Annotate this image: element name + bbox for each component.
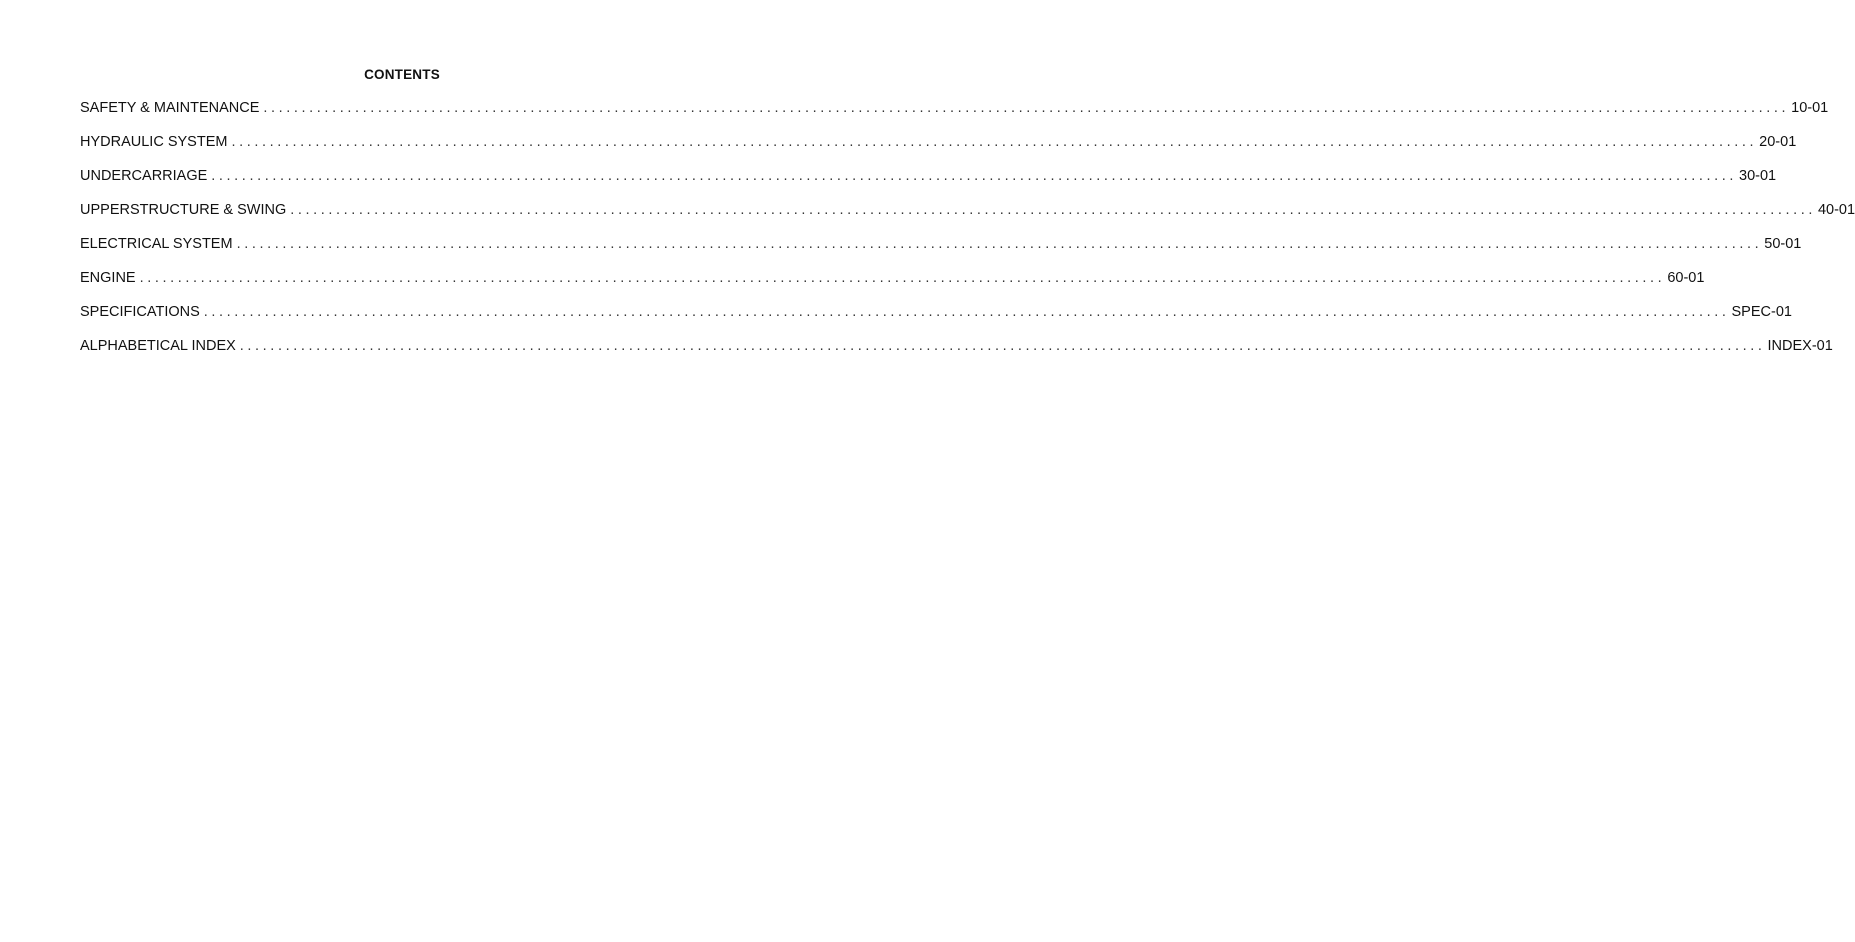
toc-entry-label: HYDRAULIC SYSTEM: [80, 134, 228, 150]
toc-entry-page: INDEX-01: [1767, 338, 1833, 354]
toc-entry-page: SPEC-01: [1731, 304, 1792, 320]
toc-entry-engine: [80, 269, 1705, 303]
toc-entry-page: 20-01: [1759, 134, 1797, 150]
dot-leader: ........................................................................................................................................................................................................: [203, 304, 1730, 320]
toc-entry-label: ENGINE: [80, 270, 136, 286]
toc-entry-electrical-system: [80, 235, 1802, 269]
toc-entry-label: UPPERSTRUCTURE & SWING: [80, 202, 287, 218]
dot-leader: ........................................................................................................................................................................................................: [139, 270, 1666, 286]
toc-entry-page: 40-01: [1817, 202, 1855, 218]
page-title: CONTENTS: [364, 67, 440, 82]
toc-entry-page: 60-01: [1667, 270, 1705, 286]
toc-entry-label: ELECTRICAL SYSTEM: [80, 236, 233, 252]
toc-entry-page: 10-01: [1791, 100, 1829, 116]
toc-entry-hydraulic-system: [80, 133, 1797, 167]
dot-leader: ........................................................................................................................................................................................................: [211, 168, 1738, 184]
toc-entry-page: 50-01: [1764, 236, 1802, 252]
dot-leader: ........................................................................................................................................................................................................: [290, 202, 1816, 218]
toc-entry-specifications: [80, 303, 1792, 337]
toc-entry-label: SPECIFICATIONS: [80, 304, 200, 320]
toc-entry-safety-maintenance: [80, 99, 1829, 133]
toc-entry-label: SAFETY & MAINTENANCE: [80, 100, 260, 116]
dot-leader: ........................................................................................................................................................................................................: [263, 100, 1790, 116]
toc-entry-page: 30-01: [1739, 168, 1777, 184]
dot-leader: ........................................................................................................................................................................................................: [236, 236, 1763, 252]
table-of-contents: [80, 99, 1855, 371]
dot-leader: ........................................................................................................................................................................................................: [231, 134, 1758, 150]
toc-entry-label: ALPHABETICAL INDEX: [80, 338, 236, 354]
toc-entry-label: UNDERCARRIAGE: [80, 168, 208, 184]
dot-leader: ........................................................................................................................................................................................................: [239, 338, 1766, 354]
toc-entry-alphabetical-index: [80, 337, 1833, 371]
toc-entry-undercarriage: [80, 167, 1777, 201]
toc-entry-upperstructure-swing: [80, 201, 1855, 235]
